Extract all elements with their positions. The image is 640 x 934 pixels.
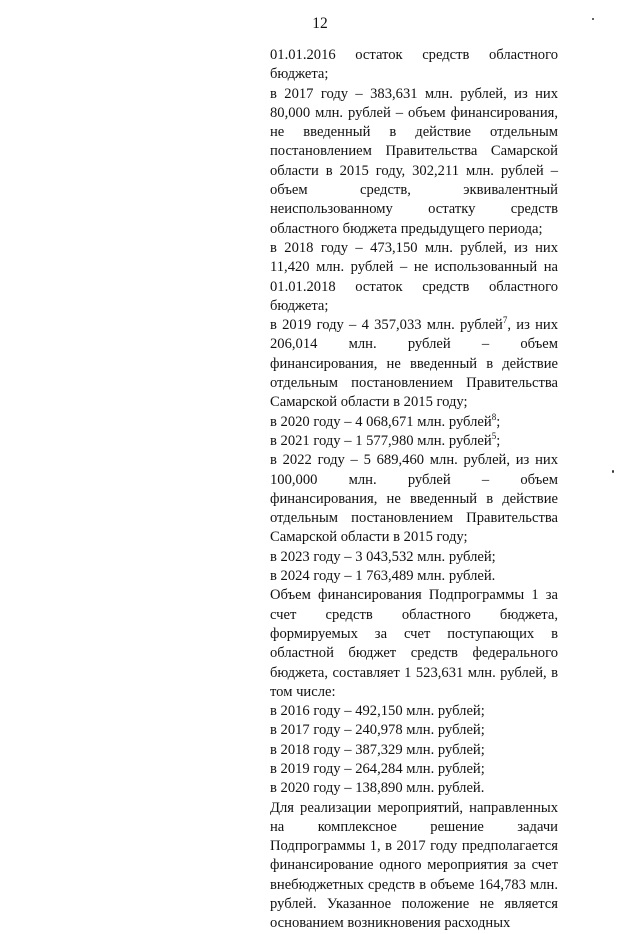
paragraph-text: в 2020 году – 138,890 млн. рублей.	[270, 780, 485, 797]
paragraph	[270, 316, 558, 412]
paragraph	[270, 779, 558, 798]
paragraph-text-tail: , из них 206,014 млн. рублей – объем финансирования, не введенный в действие отдельным постановлением Правительства Самарской области в 2015 году;	[270, 317, 558, 411]
paragraph	[270, 548, 558, 567]
paragraph	[270, 432, 558, 451]
paragraph-text: в 2024 году – 1 763,489 млн. рублей.	[270, 568, 496, 585]
paragraph-text: в 2018 году – 387,329 млн. рублей;	[270, 741, 485, 758]
paragraph	[270, 451, 558, 547]
body-text	[270, 46, 558, 934]
paragraph	[270, 702, 558, 721]
paragraph-text: в 2019 году – 4 357,033 млн. рублей	[270, 317, 503, 334]
paragraph-text: в 2021 году – 1 577,980 млн. рублей	[270, 432, 492, 449]
paragraph-text: в 2018 году – 473,150 млн. рублей, из них 11,420 млн. рублей – не использованный на 01.01.2018 остаток средств областного бюджета;	[270, 239, 558, 314]
paragraph-text-tail: ;	[496, 413, 501, 430]
footnote-marker: 5	[491, 430, 497, 441]
paragraph	[270, 721, 558, 740]
paragraph-text: в 2017 году – 383,631 млн. рублей, из них 80,000 млн. рублей – объем финансирования, не введенный в действие отдельным постановлением Правительства Самарской области в 2015 году, 302,211 млн. рублей – объем средств, эквивалентный неиспользованному остатку средств областного бюджета предыдущего периода;	[270, 85, 558, 237]
paragraph-text: в 2017 году – 240,978 млн. рублей;	[270, 722, 485, 739]
scan-speck	[612, 470, 614, 473]
page-number: 12	[312, 15, 328, 32]
paragraph-text: в 2019 году – 264,284 млн. рублей;	[270, 760, 485, 777]
footnote-marker: 8	[491, 411, 497, 422]
footnote-marker: 7	[502, 315, 508, 326]
paragraph-text: в 2023 году – 3 043,532 млн. рублей;	[270, 548, 496, 565]
paragraph	[270, 239, 558, 316]
paragraph	[270, 799, 558, 934]
paragraph-text: в 2016 году – 492,150 млн. рублей;	[270, 703, 485, 720]
paragraph-text-tail: ;	[496, 432, 501, 449]
paragraph-text: в 2020 году – 4 068,671 млн. рублей	[270, 413, 492, 430]
paragraph-text: Объем финансирования Подпрограммы 1 за счет средств областного бюджета, формируемых за счет поступающих в областной бюджет средств федерального бюджета, составляет 1 523,631 млн. рублей, в том числе:	[270, 587, 558, 700]
paragraph	[270, 46, 558, 85]
paragraph-text: в 2022 году – 5 689,460 млн. рублей, из них 100,000 млн. рублей – объем финансирования, не введенный в действие отдельным постановлением Правительства Самарской области в 2015 году;	[270, 452, 558, 546]
paragraph	[270, 586, 558, 702]
scan-speck	[592, 18, 594, 20]
paragraph-text: 01.01.2016 остаток средств областного бюджета;	[270, 47, 558, 83]
paragraph	[270, 567, 558, 586]
paragraph	[270, 760, 558, 779]
paragraph	[270, 85, 558, 239]
paragraph	[270, 741, 558, 760]
paragraph-text: Для реализации мероприятий, направленных на комплексное решение задачи Подпрограммы 1, в 2017 году предполагается финансирование одного мероприятия за счет внебюджетных средств в объеме 164,783 млн. рублей. Указанное положение не является основанием возникновения расходных	[270, 799, 558, 932]
paragraph	[270, 413, 558, 432]
